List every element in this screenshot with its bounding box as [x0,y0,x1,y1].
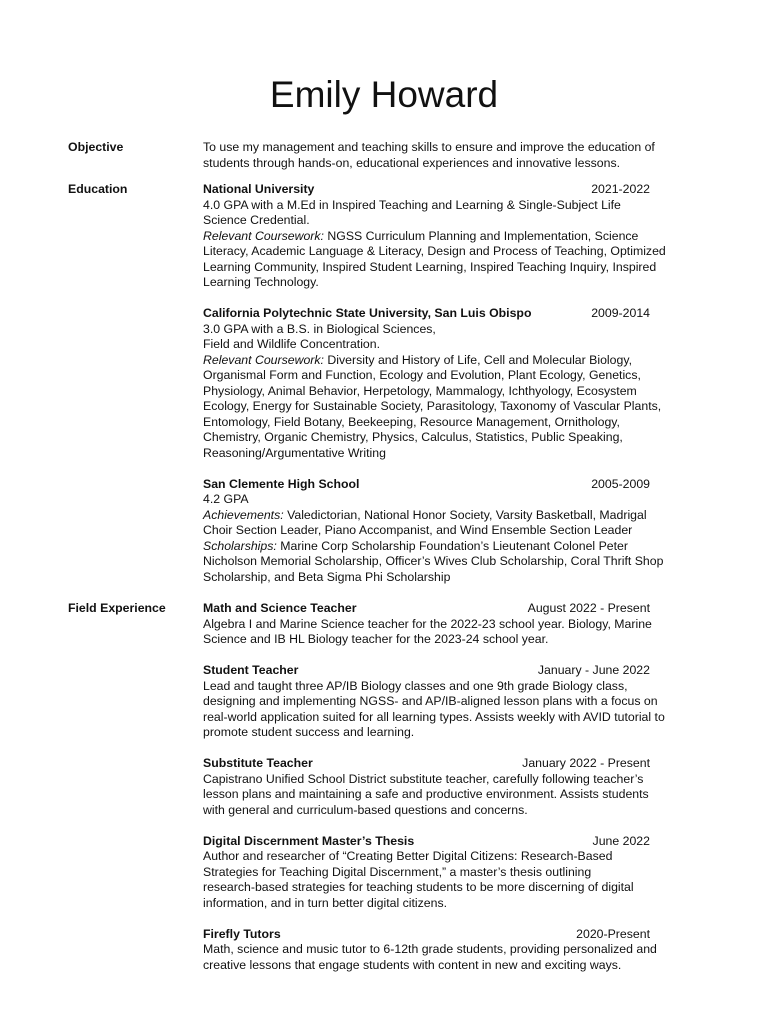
entry-header [203,182,683,198]
entry-line-text: Diversity and History of Life, Cell and Molecular Biology, [323,352,632,367]
entry-title: Firefly Tutors [203,926,281,941]
entry-line-text: Valedictorian, National Honor Society, Varsity Basketball, Madrigal [283,507,647,522]
entry-line-text: NGSS Curriculum Planning and Implementation, Science [323,228,639,243]
experience-entry [203,927,683,974]
entry-line-text: 3.0 GPA with a B.S. in Biological Sciences, [203,321,436,336]
objective-label: Objective [68,140,124,154]
entry-line [203,322,683,338]
entry-line-text: Math, science and music tutor to 6-12th grade students, providing personalized and [203,942,657,956]
entry-title: California Polytechnic State University, San Luis Obispo [203,306,532,320]
entry-line [203,958,683,974]
education-label: Education [68,182,128,196]
entry-line-label: Relevant Coursework: [203,228,324,243]
entry-line-label: Achievements: [203,507,284,522]
entry-line-text: Scholarship, and Beta Sigma Phi Scholarship [203,569,451,584]
education-entry [203,477,683,586]
entry-line-text: Capistrano Unified School District substitute teacher, carefully following teacher’s [203,771,644,786]
entry-date: 2005-2009 [591,476,650,491]
entry-date: June 2022 [592,833,650,848]
entry-line-text: with general and curriculum-based questions and concerns. [203,802,528,817]
entry-line-text: Choir Section Leader, Piano Accompanist, and Wind Ensemble Section Leader [203,523,633,537]
entry-line [203,275,683,291]
entry-line [203,430,683,446]
entry-date: 2021-2022 [591,182,650,196]
entry-line-text: Physiology, Animal Behavior, Herpetology, Mammalogy, Ichthyology, Ecosystem [203,383,637,398]
entry-line-text: Entomology, Field Botany, Beekeeping, Resource Management, Ornithology, [203,414,620,429]
entry-line [203,399,683,415]
entry-line-label: Relevant Coursework: [203,352,324,367]
resume-name: Emily Howard [269,74,499,115]
education-body [203,182,683,585]
entry-line-label: Scholarships: [203,538,277,553]
entry-line-text: promote student success and learning. [203,725,415,739]
entry-line [203,260,683,276]
entry-line-text: lesson plans and maintaining a safe and productive environment. Assists students [203,787,649,801]
entry-header [203,663,683,679]
entry-line-text: Organismal Form and Function, Ecology and Evolution, Plant Ecology, Genetics, [203,368,641,382]
experience-entry [203,834,683,912]
experience-entry [203,663,683,741]
entry-line-text: designing and implementing NGSS- and AP/IB-aligned lesson plans with a focus on [203,694,658,708]
entry-line-text: Learning Technology. [203,275,319,289]
objective-body [203,140,683,171]
education-entry [203,182,683,291]
entry-line [203,694,683,710]
entry-title: Substitute Teacher [203,756,313,770]
entry-line-text: Chemistry, Organic Chemistry, Physics, Calculus, Statistics, Public Speaking, [203,430,623,444]
entry-line-text: creative lessons that engage students with content in new and exciting ways. [203,957,622,972]
entry-line [203,198,683,214]
entry-header [203,927,683,943]
entry-header [203,756,683,772]
entry-line [203,942,683,958]
entry-date: August 2022 - Present [527,601,650,615]
entry-line-text: Science Credential. [203,213,310,227]
entry-line [203,772,683,788]
entry-line [203,213,683,229]
entry-line-text: Learning Community, Inspired Student Learning, Inspired Teaching Inquiry, Inspired [203,259,657,274]
entry-line [203,415,683,431]
entry-date: 2009-2014 [591,306,650,320]
entry-line-text: 4.2 GPA [203,492,249,506]
entry-line-text: Author and researcher of “Creating Better Digital Citizens: Research-Based [203,849,613,863]
entry-header [203,477,683,493]
entry-header [203,601,683,617]
entry-line [203,539,683,555]
entry-line [203,384,683,400]
entry-line [203,554,683,570]
entry-header [203,834,683,850]
entry-date: January 2022 - Present [522,756,650,770]
entry-line-text: Reasoning/Argumentative Writing [203,445,386,460]
entry-line [203,725,683,741]
experience-body [203,601,683,973]
entry-line [203,508,683,524]
entry-title: National University [203,182,315,196]
entry-line-text: Science and IB HL Biology teacher for the 2023-24 school year. [203,632,549,646]
entry-header [203,306,683,322]
entry-line [203,353,683,369]
entry-line [203,368,683,384]
education-entry [203,306,683,461]
entry-line [203,896,683,912]
objective-line: students through hands-on, educational experiences and innovative lessons. [203,155,621,170]
entry-date: 2020-Present [576,926,650,941]
entry-line [203,679,683,695]
entry-line-text: 4.0 GPA with a M.Ed in Inspired Teaching and Learning & Single-Subject Life [203,197,621,212]
entry-line-text: Algebra I and Marine Science teacher for the 2022-23 school year. Biology, Marine [203,616,652,631]
entry-line-text: Ecology, Energy for Sustainable Society, Parasitology, Taxonomy of Vascular Plants, [203,399,662,413]
entry-title: Math and Science Teacher [203,601,357,615]
entry-line-text: Literacy, Academic Language & Literacy, Design and Process of Teaching, Optimized [203,244,666,258]
experience-entry [203,756,683,818]
entry-line [203,446,683,462]
entry-line-text: research-based strategies for teaching students to be more discerning of digital [203,880,634,894]
entry-line [203,710,683,726]
entry-line [203,570,683,586]
entry-line [203,229,683,245]
entry-line-text: Strategies for Teaching Digital Discernment,” a master’s thesis outlining [203,864,592,879]
entry-line [203,632,683,648]
entry-line-text: real-world application suited for all learning types. Assists weekly with AVID tutorial to [203,709,665,724]
objective-line: To use my management and teaching skills to ensure and improve the education of [203,140,655,154]
entry-line [203,803,683,819]
entry-line [203,849,683,865]
entry-line [203,492,683,508]
entry-line-text: Nicholson Memorial Scholarship, Officer’s Wives Club Scholarship, Coral Thrift Shop [203,554,664,568]
entry-title: Student Teacher [203,663,299,677]
entry-date: January - June 2022 [537,663,650,677]
entry-line-text: information, and in turn better digital citizens. [203,895,448,910]
entry-line [203,244,683,260]
entry-line [203,787,683,803]
entry-title: San Clemente High School [203,476,360,491]
entry-line [203,865,683,881]
entry-title: Digital Discernment Master’s Thesis [203,833,415,848]
entry-line-text: Field and Wildlife Concentration. [203,337,381,351]
experience-label: Field Experience [68,601,166,615]
experience-entry [203,601,683,648]
entry-line [203,523,683,539]
entry-line [203,880,683,896]
entry-line [203,337,683,353]
entry-line-text: Lead and taught three AP/IB Biology classes and one 9th grade Biology class, [203,678,628,693]
entry-line-text: Marine Corp Scholarship Foundation’s Lieutenant Colonel Peter [276,538,628,553]
entry-line [203,617,683,633]
